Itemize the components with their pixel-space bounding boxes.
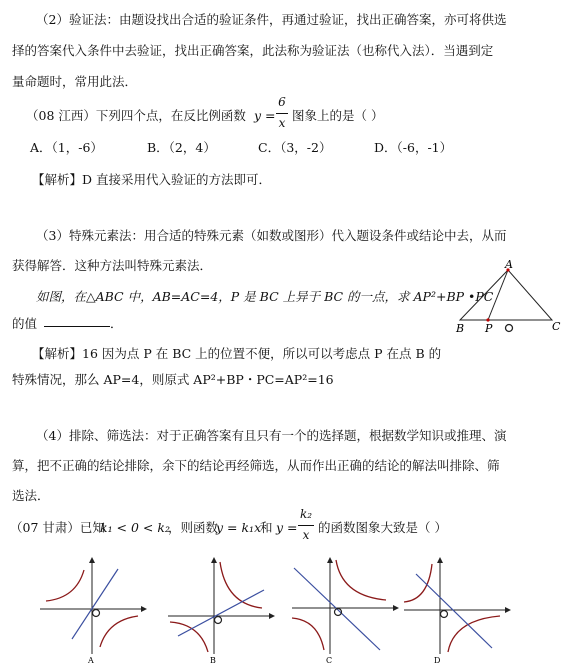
section4-q-mid: ，则函数 <box>168 520 219 535</box>
fraction-bar <box>276 113 288 114</box>
section3-question-line2: 的值 <box>12 316 38 331</box>
fraction-bar <box>298 525 314 526</box>
section4-line1: （4）排除、筛选法：对于正确答案有且只有一个的选择题，根据数学知识或推理、演 <box>36 428 507 443</box>
graph-option-b <box>164 554 280 666</box>
segment-ap <box>488 270 508 320</box>
hyperbola-branch <box>220 562 262 608</box>
section2-q-denominator: x <box>278 116 286 130</box>
hyperbola-branch <box>404 564 432 602</box>
section4-q-condition: k₁ < 0 < k₂ <box>100 520 170 535</box>
section3-analysis-line2: 特殊情况，那么 AP=4，则原式 AP²+BP・PC=AP²=16 <box>12 372 334 387</box>
answer-blank <box>44 326 110 327</box>
triangle-figure <box>448 258 564 338</box>
section3-line2: 获得解答．这种方法叫特殊元素法． <box>12 258 213 273</box>
option-b: B．（2，4） <box>147 140 216 155</box>
graph-option-c <box>288 554 404 666</box>
section2-line3: 量命题时，常用此法． <box>12 74 138 89</box>
label-b: B <box>456 322 465 335</box>
label-c: C <box>552 320 561 333</box>
graph-label-d: D <box>434 656 441 665</box>
section4-q-func1: y = k₁x <box>216 520 262 535</box>
label-a: A <box>505 258 513 271</box>
linear-function-line <box>178 590 264 636</box>
triangle-abc <box>460 270 552 320</box>
section2-line1: （2）验证法：由题设找出合适的验证条件，再通过验证，找出正确答案，亦可将供选 <box>36 12 507 27</box>
section4-q-suffix: 的函数图象大致是（ ） <box>318 520 447 535</box>
section3-question-end: ． <box>110 316 123 331</box>
small-circle-marker <box>506 325 513 332</box>
section2-q-numerator: 6 <box>278 95 286 109</box>
hyperbola-branch <box>100 616 138 647</box>
section4-q-prefix: （07 甘肃）已知 <box>10 520 105 535</box>
option-d: D．（-6，-1） <box>374 140 453 155</box>
graph-label-b: B <box>210 656 216 665</box>
origin-marker <box>215 617 222 624</box>
hyperbola-branch <box>46 570 84 601</box>
section2-line2: 择的答案代入条件中去验证，找出正确答案，此法称为验证法（也称代入法）．当遇到定 <box>12 43 494 58</box>
section2-question: （08 江西）下列四个点，在反比例函数 <box>26 108 246 123</box>
origin-marker <box>441 611 448 618</box>
origin-marker <box>93 610 100 617</box>
label-p: P <box>485 322 493 335</box>
section2-q-eq: = <box>265 108 276 123</box>
hyperbola-branch <box>292 618 324 650</box>
option-a: A．（1，-6） <box>30 140 103 155</box>
hyperbola-branch <box>448 616 500 652</box>
section4-q-y2: y = <box>276 520 298 535</box>
section4-q-denominator: x <box>302 528 310 542</box>
section4-line3: 选法． <box>12 488 50 503</box>
section3-analysis-line1: 【解析】16 因为点 P 在 BC 上的位置不便，所以可以考虑点 P 在点 B 的 <box>32 346 442 361</box>
hyperbola-branch <box>170 622 208 652</box>
graph-option-d <box>400 554 516 666</box>
option-c: C．（3，-2） <box>258 140 332 155</box>
section4-line2: 算，把不正确的结论排除，余下的结论再经筛选，从而作出正确的结论的解法叫排除、筛 <box>12 458 500 473</box>
section3-line1: （3）特殊元素法：用合适的特殊元素（如数或图形）代入题设条件或结论中去，从而 <box>36 228 507 243</box>
section2-q-suffix: 图象上的是（ ） <box>292 108 384 123</box>
section4-q-numerator: k₂ <box>299 507 313 521</box>
section2-analysis: 【解析】D 直接采用代入验证的方法即可． <box>32 172 271 187</box>
section3-question-line1: 如图，在△ABC 中，AB=AC=4，P 是 BC 上异于 BC 的一点，求 AP²+BP •PC <box>36 289 494 304</box>
graph-label-c: C <box>326 656 333 665</box>
section4-q-and: 和 <box>260 520 273 535</box>
hyperbola-branch <box>336 560 386 600</box>
graph-label-a: A <box>88 656 94 665</box>
graph-option-a <box>36 554 152 666</box>
section2-q-y: y <box>254 108 262 123</box>
